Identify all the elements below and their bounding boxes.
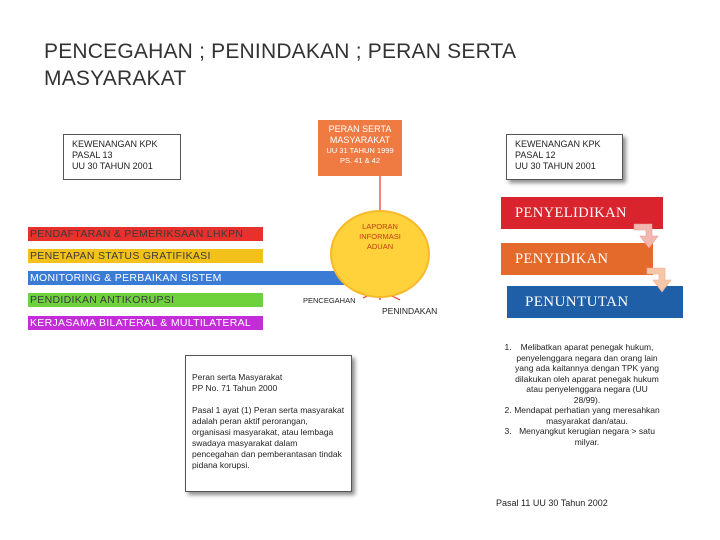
kewenangan-left-line1: KEWENANGAN KPK (72, 139, 158, 149)
arrow-penyelidikan-to-penyidikan-icon (630, 222, 670, 252)
kewenangan-left-line2: PASAL 13 (72, 150, 113, 160)
bar-pendidikan-antikorupsi: PENDIDIKAN ANTIKORUPSI (28, 293, 263, 307)
criteria-item-1: 1. Melibatkan aparat penegak hukum, penyelenggara negara dan orang lain yang ada kaitannya dengan TPK yang dilakukan oleh aparat penegak hukum atau penyelenggara negara (UU 28/99). (514, 342, 660, 405)
step-penyidikan: PENYIDIKAN (501, 243, 653, 275)
peran-serta-detail-box (185, 355, 352, 492)
bar-monitoring-sistem: MONITORING & PERBAIKAN SISTEM (28, 271, 363, 285)
peran-line1: PERAN SERTA (328, 124, 392, 134)
peran-line2: MASYARAKAT (329, 135, 391, 145)
arrow-penyidikan-to-penuntutan-icon (645, 266, 685, 296)
kewenangan-left-line3: UU 30 TAHUN 2001 (72, 161, 153, 171)
step-penuntutan: PENUNTUTAN (507, 286, 683, 318)
page-title: PENCEGAHAN ; PENINDAKAN ; PERAN SERTA MASYARAKAT (44, 40, 516, 90)
step-penyelidikan: PENYELIDIKAN (501, 197, 663, 229)
bar-kerjasama-bilateral: KERJASAMA BILATERAL & MULTILATERAL (28, 316, 263, 330)
bar-penetapan-gratifikasi: PENETAPAN STATUS GRATIFIKASI (28, 249, 263, 263)
criteria-item-2: 2. Mendapat perhatian yang meresahkan masyarakat dan/atau. (514, 405, 660, 426)
circle-line2: INFORMASI (359, 232, 401, 241)
kewenangan-right-line1: KEWENANGAN KPK (515, 139, 601, 149)
circle-line1: LAPORAN (362, 222, 398, 231)
peran-line3: UU 31 TAHUN 1999 (326, 146, 394, 155)
criteria-item-3: 3. Menyangkut kerugian negara > satu milyar. (514, 426, 660, 447)
kewenangan-right-line2: PASAL 12 (515, 150, 556, 160)
circle-line3: ADUAN (366, 242, 394, 251)
peran-detail-definition: Pasal 1 ayat (1) Peran serta masyarakat adalah peran aktif perorangan, organisasi masyarakat, atau lembaga swadaya masyarakat dalam pencegahan dan pemberantasan tindak pidana korupsi. (192, 405, 345, 470)
laporan-informasi-aduan-circle (332, 212, 428, 296)
peran-serta-masyarakat-box (318, 120, 402, 176)
kewenangan-kpk-pasal12-box (506, 134, 623, 180)
bar-pendaftaran-lhkpn: PENDAFTARAN & PEMERIKSAAN LHKPN (28, 227, 263, 241)
peran-detail-line1: Peran serta Masyarakat (192, 372, 283, 382)
pencegahan-label: PENCEGAHAN (303, 296, 356, 305)
peran-detail-line2: PP No. 71 Tahun 2000 (192, 383, 278, 393)
kewenangan-kpk-pasal13-box (63, 134, 181, 180)
pasal11-reference: Pasal 11 UU 30 Tahun 2002 (496, 498, 608, 508)
peran-detail-title (192, 372, 345, 394)
kewenangan-right-line3: UU 30 TAHUN 2001 (515, 161, 596, 171)
penindakan-criteria-list (484, 342, 660, 447)
penindakan-label: PENINDAKAN (382, 306, 438, 316)
peran-line4: PS. 41 & 42 (339, 156, 381, 165)
